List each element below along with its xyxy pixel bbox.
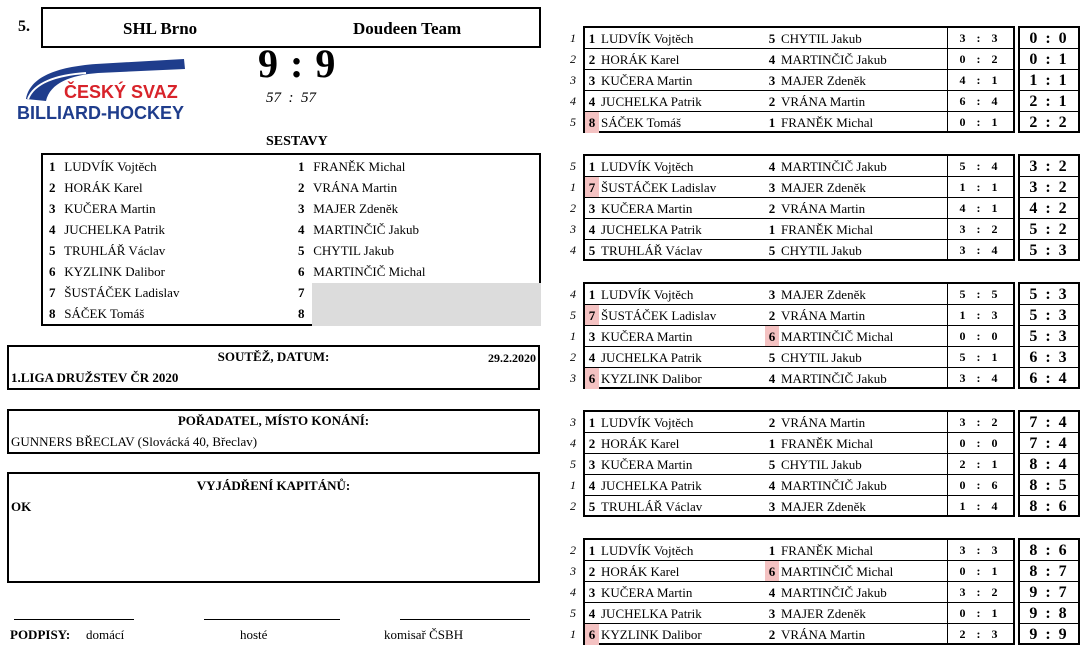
lineup-away-number: 5 [298, 243, 305, 258]
home-player-number: 6 [585, 624, 599, 645]
home-player-name: ŠUSTÁČEK Ladislav [601, 308, 717, 323]
game-result: 4 : 1 [947, 70, 1013, 91]
signature-line-home [14, 619, 134, 620]
home-player-number: 4 [588, 350, 596, 365]
home-player-name: JUCHELKA Patrik [601, 350, 702, 365]
captain-text: OK [11, 499, 32, 514]
home-player-name: JUCHELKA Patrik [601, 94, 702, 109]
signature-away-label: hosté [240, 627, 268, 642]
home-player-number: 8 [585, 112, 599, 133]
away-player-number: 2 [768, 201, 776, 216]
round-3-running-score [1018, 282, 1080, 389]
home-player-name: LUDVÍK Vojtěch [601, 31, 694, 46]
running-score: 4 : 2 [1029, 200, 1069, 217]
lineup-home-player [49, 261, 165, 282]
game-result: 5 : 4 [947, 156, 1013, 177]
running-score: 2 : 1 [1029, 93, 1069, 110]
away-player-name: FRANĚK Michal [781, 436, 874, 451]
game-result: 2 : 1 [947, 454, 1013, 475]
away-player-number: 6 [765, 561, 779, 582]
away-player-number: 3 [768, 499, 776, 514]
home-player-number: 7 [585, 305, 599, 326]
game-row [585, 70, 1013, 91]
away-player-number: 6 [765, 326, 779, 347]
home-player-number: 3 [588, 457, 596, 472]
home-player-name: KYZLINK Dalibor [601, 371, 702, 386]
lineup-away-number: 2 [298, 180, 305, 195]
game-row [585, 91, 1013, 112]
lineup-away-number: 6 [298, 264, 305, 279]
away-player-number: 3 [768, 606, 776, 621]
lineup-away-name: MARTINČIČ Michal [313, 264, 426, 279]
lineup-home-number: 1 [49, 159, 56, 174]
game-row [585, 28, 1013, 49]
table-number: 3 [570, 415, 576, 429]
away-player-number: 2 [768, 415, 776, 430]
table-number: 2 [570, 499, 576, 513]
lineup-home-name: SÁČEK Tomáš [64, 306, 145, 321]
signature-line-away [204, 619, 340, 620]
away-player-name: CHYTIL Jakub [781, 350, 862, 365]
game-row [585, 368, 1013, 389]
away-player-name: MAJER Zdeněk [781, 180, 866, 195]
home-player-name: KUČERA Martin [601, 457, 693, 472]
game-result: 3 : 3 [947, 28, 1013, 49]
home-player-name: KUČERA Martin [601, 201, 693, 216]
running-score: 6 : 3 [1029, 349, 1069, 366]
game-row [585, 198, 1013, 219]
running-score: 3 : 2 [1029, 179, 1069, 196]
match-number: 5. [18, 18, 30, 35]
lineup-away-player [298, 303, 310, 324]
away-player-number: 3 [768, 287, 776, 302]
game-result: 1 : 4 [947, 496, 1013, 517]
game-result: 0 : 1 [947, 112, 1013, 133]
game-row [585, 347, 1013, 368]
game-result: 0 : 2 [947, 49, 1013, 70]
game-result: 3 : 4 [947, 368, 1013, 389]
game-result: 1 : 1 [947, 177, 1013, 198]
table-number: 2 [570, 350, 576, 364]
home-player-name: LUDVÍK Vojtěch [601, 415, 694, 430]
home-player-number: 3 [588, 73, 596, 88]
away-player-name: MAJER Zdeněk [781, 606, 866, 621]
home-player-name: HORÁK Karel [601, 564, 680, 579]
running-score: 7 : 4 [1029, 414, 1069, 431]
away-player-name: VRÁNA Martin [781, 308, 866, 323]
table-number: 4 [570, 94, 576, 108]
home-player-name: SÁČEK Tomáš [601, 115, 682, 130]
home-team-name: SHL Brno [123, 19, 198, 38]
home-player-name: KUČERA Martin [601, 585, 693, 600]
table-number: 5 [570, 115, 576, 129]
away-player-name: FRANĚK Michal [781, 115, 874, 130]
running-score: 5 : 3 [1029, 328, 1069, 345]
table-number: 3 [570, 564, 576, 578]
lineup-away-number: 4 [298, 222, 305, 237]
running-score: 8 : 7 [1029, 563, 1069, 580]
lineup-home-player [49, 303, 144, 324]
running-score: 8 : 6 [1029, 498, 1069, 515]
game-result: 0 : 0 [947, 433, 1013, 454]
lineup-home-number: 7 [49, 285, 56, 300]
signature-line-commissioner [400, 619, 530, 620]
game-row [585, 433, 1013, 454]
home-player-name: LUDVÍK Vojtěch [601, 543, 694, 558]
away-player-name: MARTINČIČ Jakub [781, 52, 887, 67]
away-player-number: 1 [768, 115, 776, 130]
lineup-away-name: VRÁNA Martin [313, 180, 398, 195]
table-number: 4 [570, 287, 576, 301]
away-player-name: MARTINČIČ Jakub [781, 159, 887, 174]
lineup-home-player [49, 240, 165, 261]
table-number: 1 [570, 180, 576, 194]
competition-label: SOUTĚŽ, DATUM: [217, 349, 330, 364]
game-result: 3 : 2 [947, 582, 1013, 603]
home-player-name: JUCHELKA Patrik [601, 478, 702, 493]
lineup-away-player [298, 282, 310, 303]
running-score: 0 : 0 [1029, 30, 1069, 47]
round-5-games [583, 538, 1015, 645]
game-row [585, 561, 1013, 582]
home-player-name: ŠUSTÁČEK Ladislav [601, 180, 717, 195]
away-player-name: FRANĚK Michal [781, 543, 874, 558]
home-player-number: 7 [585, 177, 599, 198]
logo-text-line2: BILLIARD-HOCKEY [17, 103, 184, 123]
lineup-away-number: 7 [298, 285, 305, 300]
home-player-number: 6 [585, 368, 599, 389]
away-player-number: 4 [768, 478, 776, 493]
game-row [585, 540, 1013, 561]
home-player-number: 5 [588, 499, 596, 514]
away-player-name: CHYTIL Jakub [781, 31, 862, 46]
home-player-number: 4 [588, 94, 596, 109]
round-4-games [583, 410, 1015, 517]
home-player-number: 3 [588, 201, 596, 216]
home-player-number: 4 [588, 606, 596, 621]
game-row [585, 240, 1013, 261]
away-player-number: 5 [768, 457, 776, 472]
table-number: 4 [570, 585, 576, 599]
away-team-name: Doudeen Team [353, 19, 462, 38]
table-number: 4 [570, 243, 576, 257]
away-player-name: CHYTIL Jakub [781, 243, 862, 258]
table-number: 3 [570, 222, 576, 236]
lineup-home-player [49, 156, 157, 177]
running-score: 8 : 5 [1029, 477, 1069, 494]
lineup-away-name: CHYTIL Jakub [313, 243, 395, 258]
game-result: 3 : 3 [947, 540, 1013, 561]
lineup-away-number: 3 [298, 201, 305, 216]
home-player-name: LUDVÍK Vojtěch [601, 159, 694, 174]
lineup-away-name: MAJER Zdeněk [313, 201, 399, 216]
away-player-name: MARTINČIČ Jakub [781, 478, 887, 493]
away-player-name: MAJER Zdeněk [781, 73, 866, 88]
game-result: 5 : 5 [947, 284, 1013, 305]
table-number: 2 [570, 543, 576, 557]
away-player-number: 1 [768, 543, 776, 558]
game-result: 0 : 0 [947, 326, 1013, 347]
game-result: 3 : 4 [947, 240, 1013, 261]
home-player-name: KUČERA Martin [601, 73, 693, 88]
signature-commissioner-label: komisař ČSBH [384, 627, 464, 642]
running-score: 8 : 4 [1029, 456, 1069, 473]
game-row [585, 412, 1013, 433]
home-player-name: JUCHELKA Patrik [601, 606, 702, 621]
game-result: 1 : 3 [947, 305, 1013, 326]
game-result: 3 : 2 [947, 412, 1013, 433]
home-player-name: KYZLINK Dalibor [601, 627, 702, 642]
away-player-name: MARTINČIČ Michal [781, 564, 894, 579]
game-row [585, 156, 1013, 177]
game-row [585, 305, 1013, 326]
table-number: 1 [570, 31, 576, 45]
running-score: 8 : 6 [1029, 542, 1069, 559]
running-score: 5 : 3 [1029, 307, 1069, 324]
away-player-number: 2 [768, 627, 776, 642]
home-player-number: 4 [588, 478, 596, 493]
home-player-number: 3 [588, 329, 596, 344]
away-player-name: MAJER Zdeněk [781, 287, 866, 302]
round-5-running-score [1018, 538, 1080, 645]
lineup-home-number: 8 [49, 306, 56, 321]
game-result: 3 : 2 [947, 219, 1013, 240]
home-player-number: 3 [588, 585, 596, 600]
game-row [585, 475, 1013, 496]
table-number: 3 [570, 73, 576, 87]
game-row [585, 219, 1013, 240]
lineup-home-number: 5 [49, 243, 56, 258]
table-number: 4 [570, 436, 576, 450]
away-player-number: 2 [768, 308, 776, 323]
lineup-away-name: MARTINČIČ Jakub [313, 222, 419, 237]
running-score: 2 : 2 [1029, 114, 1069, 131]
round-2-running-score [1018, 154, 1080, 261]
game-row [585, 49, 1013, 70]
competition-name: 1.LIGA DRUŽSTEV ČR 2020 [11, 370, 179, 385]
table-number: 5 [570, 159, 576, 173]
running-score: 5 : 3 [1029, 242, 1069, 259]
captain-box [7, 472, 540, 583]
table-number: 1 [570, 627, 576, 641]
lineup-away-player [298, 240, 394, 261]
lineup-away-player [298, 156, 405, 177]
away-player-number: 3 [768, 73, 776, 88]
home-player-number: 2 [588, 564, 596, 579]
home-player-name: TRUHLÁŘ Václav [601, 499, 703, 514]
logo-text-line1: ČESKÝ SVAZ [64, 82, 178, 102]
game-row [585, 326, 1013, 347]
lineup-home-number: 2 [49, 180, 56, 195]
lineup-away-name: FRANĚK Michal [313, 159, 406, 174]
round-3-games [583, 282, 1015, 389]
lineups-box [41, 153, 541, 326]
goals-total: 57 : 57 [266, 90, 316, 106]
away-player-number: 5 [768, 31, 776, 46]
competition-date: 29.2.2020 [488, 351, 536, 365]
running-score: 9 : 8 [1029, 605, 1069, 622]
home-player-number: 5 [588, 243, 596, 258]
home-player-number: 2 [588, 52, 596, 67]
away-player-name: CHYTIL Jakub [781, 457, 862, 472]
running-score: 3 : 2 [1029, 158, 1069, 175]
competition-box [7, 345, 540, 390]
home-player-name: JUCHELKA Patrik [601, 222, 702, 237]
away-player-name: FRANĚK Michal [781, 222, 874, 237]
lineup-home-name: JUCHELKA Patrik [64, 222, 165, 237]
away-player-name: VRÁNA Martin [781, 415, 866, 430]
game-row [585, 603, 1013, 624]
home-player-name: HORÁK Karel [601, 436, 680, 451]
game-row [585, 177, 1013, 198]
away-player-number: 5 [768, 243, 776, 258]
lineup-away-player [298, 198, 398, 219]
lineup-empty-area [312, 283, 541, 326]
lineup-away-number: 1 [298, 159, 305, 174]
game-result: 6 : 4 [947, 91, 1013, 112]
round-2-games [583, 154, 1015, 261]
home-player-name: TRUHLÁŘ Václav [601, 243, 703, 258]
away-player-number: 1 [768, 222, 776, 237]
signature-home-label: domácí [86, 627, 125, 642]
game-result: 2 : 3 [947, 624, 1013, 645]
table-number: 5 [570, 606, 576, 620]
game-result: 5 : 1 [947, 347, 1013, 368]
running-score: 9 : 9 [1029, 626, 1069, 643]
table-number: 1 [570, 478, 576, 492]
away-player-number: 2 [768, 94, 776, 109]
game-result: 0 : 1 [947, 603, 1013, 624]
lineup-home-number: 6 [49, 264, 56, 279]
lineup-home-name: KYZLINK Dalibor [64, 264, 165, 279]
home-player-number: 1 [588, 543, 596, 558]
lineups-title: SESTAVY [266, 134, 328, 149]
lineup-home-name: LUDVÍK Vojtěch [64, 159, 157, 174]
organizer-box [7, 409, 540, 454]
game-row [585, 454, 1013, 475]
home-player-name: KUČERA Martin [601, 329, 693, 344]
table-number: 2 [570, 201, 576, 215]
table-number: 5 [570, 308, 576, 322]
lineup-home-player [49, 219, 165, 240]
running-score: 0 : 1 [1029, 51, 1069, 68]
away-player-name: MARTINČIČ Jakub [781, 585, 887, 600]
game-row [585, 112, 1013, 133]
lineup-home-name: HORÁK Karel [64, 180, 143, 195]
running-score: 6 : 4 [1029, 370, 1069, 387]
lineup-home-name: TRUHLÁŘ Václav [64, 243, 166, 258]
game-row [585, 582, 1013, 603]
away-player-name: MARTINČIČ Jakub [781, 371, 887, 386]
lineup-home-number: 4 [49, 222, 56, 237]
home-player-name: HORÁK Karel [601, 52, 680, 67]
game-row [585, 284, 1013, 305]
running-score: 9 : 7 [1029, 584, 1069, 601]
csbh-logo [16, 55, 191, 125]
table-number: 3 [570, 371, 576, 385]
away-player-name: MARTINČIČ Michal [781, 329, 894, 344]
away-player-number: 4 [768, 52, 776, 67]
home-player-number: 2 [588, 436, 596, 451]
away-player-name: VRÁNA Martin [781, 94, 866, 109]
round-1-running-score [1018, 26, 1080, 133]
round-1-games [583, 26, 1015, 133]
running-score: 7 : 4 [1029, 435, 1069, 452]
home-player-number: 1 [588, 287, 596, 302]
organizer-label: POŘADATEL, MÍSTO KONÁNÍ: [177, 413, 370, 428]
running-score: 1 : 1 [1029, 72, 1069, 89]
home-player-name: LUDVÍK Vojtěch [601, 287, 694, 302]
home-player-number: 1 [588, 159, 596, 174]
lineup-home-name: ŠUSTÁČEK Ladislav [64, 285, 180, 300]
captain-label: VYJÁDŘENÍ KAPITÁNŮ: [196, 478, 351, 493]
game-row [585, 496, 1013, 517]
lineup-home-player [49, 282, 179, 303]
game-result: 0 : 1 [947, 561, 1013, 582]
game-row [585, 624, 1013, 645]
round-4-running-score [1018, 410, 1080, 517]
away-player-number: 1 [768, 436, 776, 451]
lineup-home-player [49, 177, 143, 198]
lineup-away-player [298, 219, 419, 240]
lineup-home-number: 3 [49, 201, 56, 216]
away-player-number: 4 [768, 585, 776, 600]
lineup-home-name: KUČERA Martin [64, 201, 156, 216]
lineup-home-player [49, 198, 156, 219]
home-player-number: 1 [588, 415, 596, 430]
table-number: 2 [570, 52, 576, 66]
signatures-label: PODPISY: [10, 627, 71, 642]
away-player-name: VRÁNA Martin [781, 201, 866, 216]
organizer-name: GUNNERS BŘECLAV (Slovácká 40, Břeclav) [11, 434, 258, 449]
lineup-away-player [298, 177, 397, 198]
game-result: 4 : 1 [947, 198, 1013, 219]
final-score: 9 : 9 [258, 41, 337, 86]
running-score: 5 : 3 [1029, 286, 1069, 303]
lineup-away-player [298, 261, 426, 282]
running-score: 5 : 2 [1029, 221, 1069, 238]
home-player-number: 4 [588, 222, 596, 237]
away-player-number: 4 [768, 159, 776, 174]
away-player-number: 3 [768, 180, 776, 195]
away-player-number: 4 [768, 371, 776, 386]
away-player-number: 5 [768, 350, 776, 365]
table-number: 5 [570, 457, 576, 471]
lineup-away-number: 8 [298, 306, 305, 321]
home-player-number: 1 [588, 31, 596, 46]
away-player-name: VRÁNA Martin [781, 627, 866, 642]
table-number: 1 [570, 329, 576, 343]
game-result: 0 : 6 [947, 475, 1013, 496]
away-player-name: MAJER Zdeněk [781, 499, 866, 514]
